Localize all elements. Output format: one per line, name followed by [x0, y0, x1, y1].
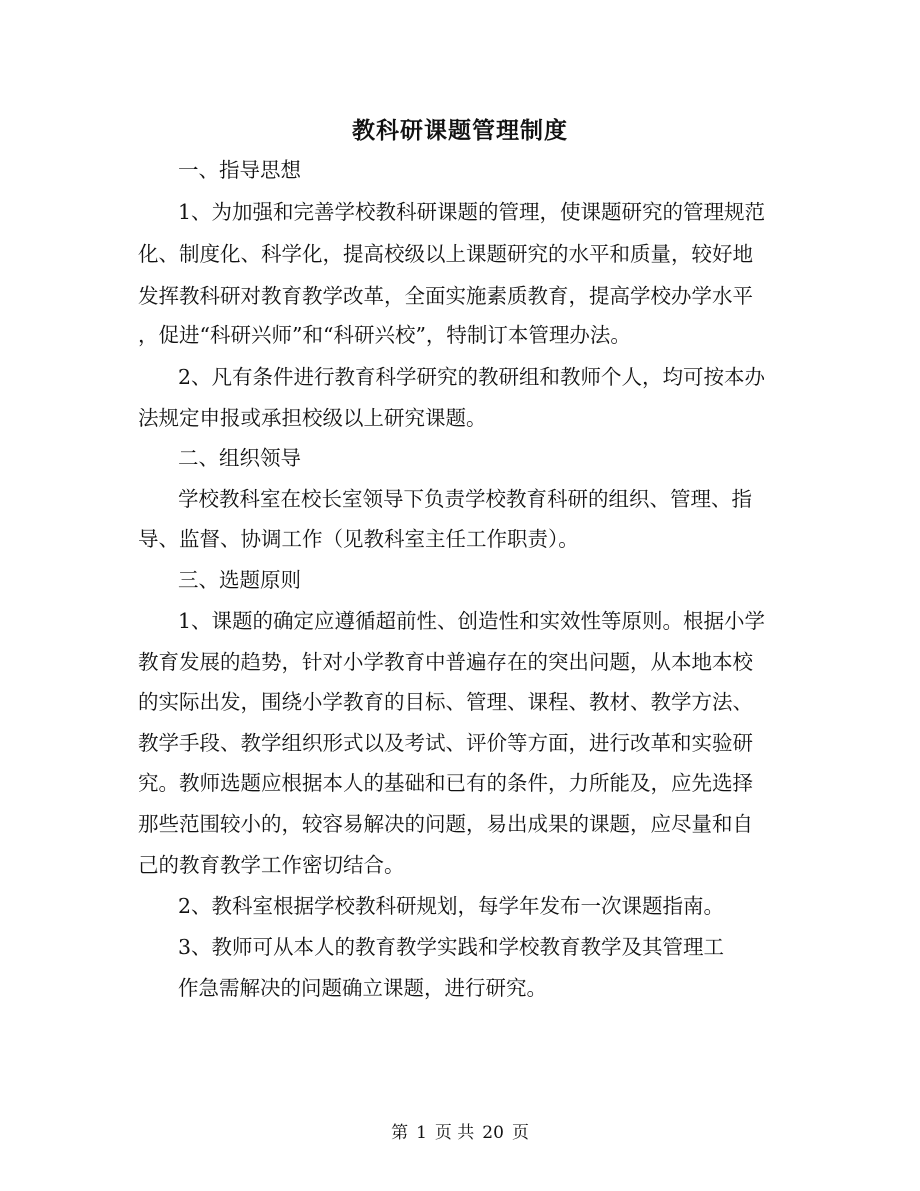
paragraph-line: 发挥教科研对教育教学改革，全面实施素质教育，提高学校办学水平 [138, 284, 753, 308]
paragraph-line: 法规定申报或承担校级以上研究课题。 [138, 406, 487, 430]
document-title: 教科研课题管理制度 [352, 117, 568, 144]
section-heading-topic-principles: 三、选题原则 [178, 568, 301, 592]
paragraph-line: 教学手段、教学组织形式以及考试、评价等方面，进行改革和实验研 [138, 731, 753, 755]
paragraph-line: 化、制度化、科学化，提高校级以上课题研究的水平和质量，较好地 [138, 242, 753, 266]
paragraph-line: 1、课题的确定应遵循超前性、创造性和实效性等原则。根据小学 [178, 609, 766, 633]
section-heading-organization: 二、组织领导 [178, 446, 301, 470]
total-pages-number: 20 [482, 1123, 504, 1143]
paragraph-line: 3、教师可从本人的教育教学实践和学校教育教学及其管理工 [178, 935, 725, 959]
section-heading-guiding-ideology: 一、指导思想 [178, 158, 301, 182]
paragraph-line: 作急需解决的问题确立课题，进行研究。 [178, 976, 547, 1000]
paragraph-line: 究。教师选题应根据本人的基础和已有的条件，力所能及，应先选择 [138, 771, 753, 795]
paragraph-line: 的实际出发，围绕小学教育的目标、管理、课程、教材、教学方法、 [138, 690, 753, 714]
paragraph-line: 1、为加强和完善学校教科研课题的管理，使课题研究的管理规范 [178, 200, 766, 224]
paragraph-line: 2、教科室根据学校教科研规划，每学年发布一次课题指南。 [178, 894, 725, 918]
page-label-prefix: 第 [391, 1123, 409, 1143]
paragraph-line: ，促进“科研兴师”和“科研兴校”，特制订本管理办法。 [138, 323, 631, 347]
paragraph-line: 2、凡有条件进行教育科学研究的教研组和教师个人，均可按本办 [178, 365, 766, 389]
page-label-suffix: 页 [511, 1123, 529, 1143]
paragraph-line: 学校教科室在校长室领导下负责学校教育科研的组织、管理、指 [178, 487, 752, 511]
page-footer [0, 1118, 920, 1143]
paragraph-line: 教育发展的趋势，针对小学教育中普遍存在的突出问题，从本地本校 [138, 650, 753, 674]
paragraph-line: 己的教育教学工作密切结合。 [138, 853, 405, 877]
page-label-mid: 页 共 [434, 1123, 475, 1143]
current-page-number: 1 [416, 1123, 427, 1143]
paragraph-line: 那些范围较小的，较容易解决的问题，易出成果的课题，应尽量和自 [138, 812, 753, 836]
paragraph-line: 导、监督、协调工作（见教科室主任工作职责）。 [138, 527, 579, 551]
